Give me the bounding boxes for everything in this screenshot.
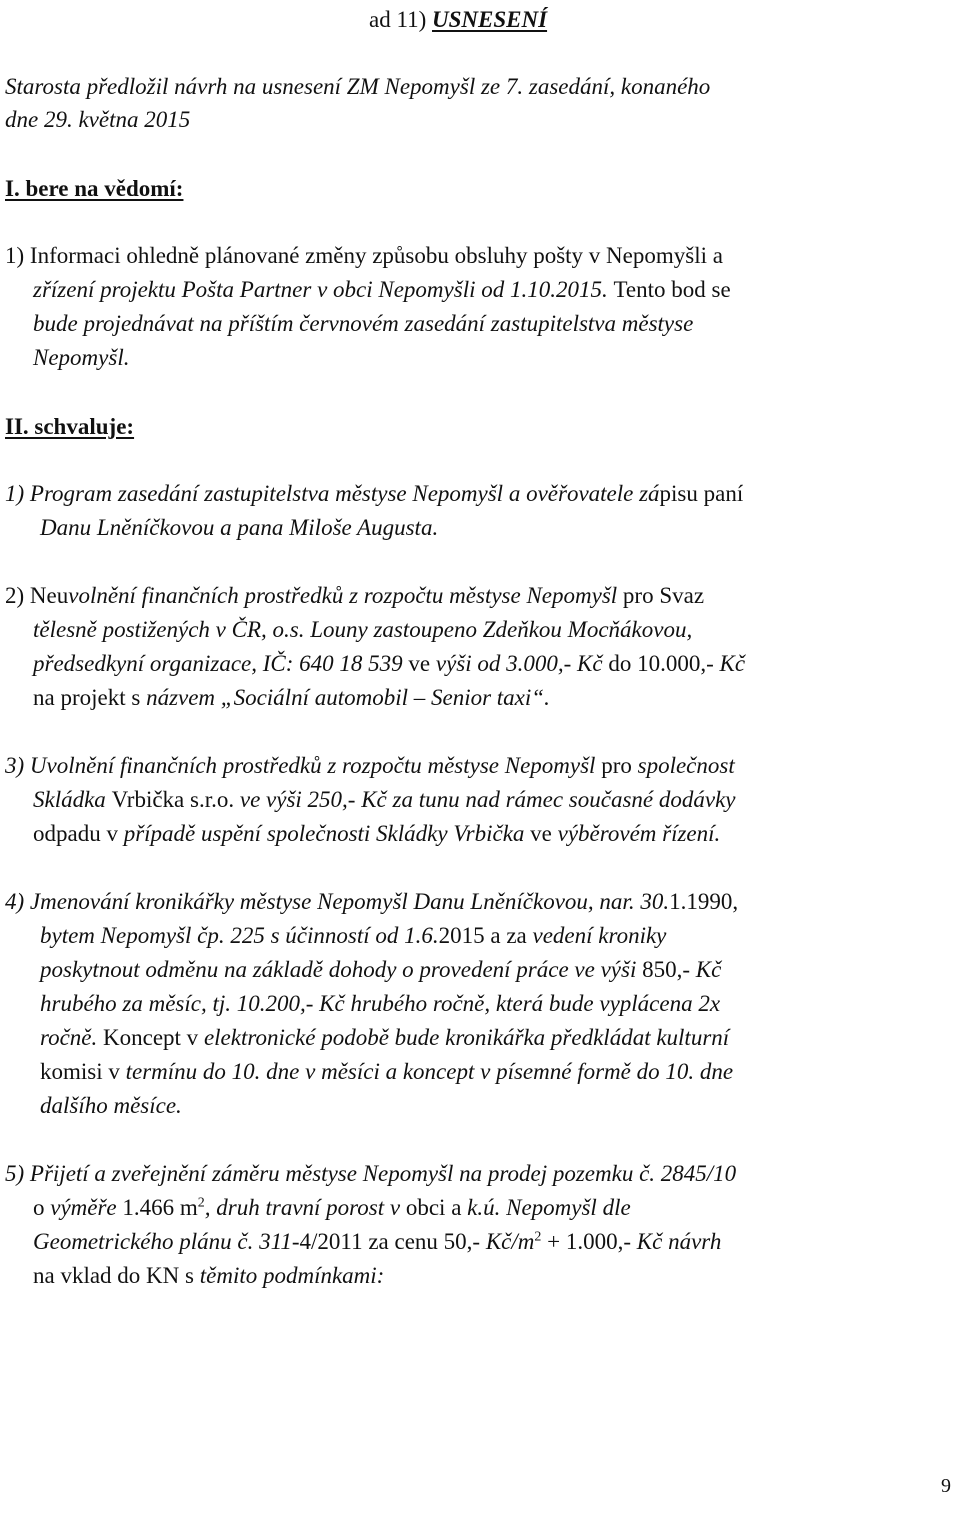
- section-2-item-4-line-5: [40, 1021, 729, 1055]
- text-segment: komisi v: [40, 1059, 126, 1084]
- text-segment: výběrovém řízení.: [557, 821, 721, 846]
- section-2-item-3-line-1: [5, 749, 735, 783]
- text-segment: Vrbička s.r.o.: [111, 787, 240, 812]
- text-segment: obci a: [405, 1195, 468, 1220]
- text-segment: společnost: [637, 753, 735, 778]
- text-segment: pro Svaz: [622, 583, 705, 608]
- section-1-item-1-line-1: 1) Informaci ohledně plánované změny způsobu obsluhy pošty v Nepomyšli a: [5, 243, 723, 268]
- intro-line-2: dne 29. května 2015: [5, 107, 191, 132]
- text-segment: zřízení projektu Pošta Partner v obci Nepomyšli od 1.10.2015.: [33, 277, 614, 302]
- text-segment: poskytnout odměnu na základě dohody o provedení práce ve výši: [40, 957, 643, 982]
- text-segment: 1.6.: [404, 923, 439, 948]
- text-segment: 1) Program zasedání zastupitelstva městyse Nepomyšl a ověřovatele zá: [5, 481, 660, 506]
- text-segment: vedení kroniky: [532, 923, 667, 948]
- text-segment: termínu do 10. dne v měsíci a koncept v písemné formě do 10. dne: [125, 1059, 734, 1084]
- section-2-item-4-line-7: dalšího měsíce.: [40, 1093, 182, 1118]
- text-segment: pro: [601, 753, 638, 778]
- heading-title: USNESENÍ: [432, 7, 548, 32]
- section-2-item-1-line-2: Danu Lněníčkovou a pana Miloše Augusta.: [40, 515, 439, 540]
- section-1-item-1-line-2: [33, 273, 731, 307]
- text-segment: elektronické podobě bude kronikářka předkládat kulturní: [203, 1025, 730, 1050]
- section-2-item-4-line-1: [5, 885, 738, 919]
- section-2-item-5-line-2: [33, 1191, 631, 1225]
- intro-line-1: Starosta předložil návrh na usnesení ZM Nepomyšl ze 7. zasedání, konaného: [5, 74, 711, 99]
- section-2-item-5-line-4: [33, 1259, 384, 1293]
- section-2-item-1-line-1: [5, 477, 743, 511]
- text-segment: 850,-: [642, 957, 696, 982]
- section-2-item-2-line-2: tělesně postižených v ČR, o.s. Louny zastoupeno Zdeňkou Mocňákovou,: [33, 617, 693, 642]
- text-segment: ve: [530, 821, 558, 846]
- text-segment: , druh travní porost v: [204, 1195, 406, 1220]
- text-segment: bytem Nepomyšl čp. 225 s účinností od: [40, 923, 405, 948]
- text-segment: výši od: [435, 651, 507, 676]
- text-segment: těmito podmínkami:: [199, 1263, 385, 1288]
- text-segment: na projekt s: [33, 685, 147, 710]
- text-segment: odpadu v: [33, 821, 124, 846]
- section-2-item-4-line-2: [40, 919, 666, 953]
- text-segment: k.ú. Nepomyšl dle: [467, 1195, 631, 1220]
- text-segment: Kč návrh: [636, 1229, 722, 1254]
- text-segment: 2) Neu: [5, 583, 69, 608]
- text-segment: 3.000,- Kč: [506, 651, 609, 676]
- heading-prefix: ad 11): [369, 7, 433, 32]
- section-2-item-4-line-3: [40, 953, 721, 987]
- page-number: 9: [941, 1475, 951, 1497]
- section-1-item-1-line-3: bude projednávat na příštím červnovém zasedání zastupitelstva městyse: [33, 311, 694, 336]
- section-2-item-4-line-4: hrubého za měsíc, tj. 10.200,- Kč hrubého ročně, která bude vyplácena 2x: [40, 991, 721, 1016]
- section-2-heading: II. schvaluje:: [5, 414, 135, 439]
- text-segment: předsedkyní organizace, IČ: 640 18 539: [33, 651, 409, 676]
- text-segment: ročně.: [40, 1025, 104, 1050]
- section-2-item-3-line-2: [33, 783, 736, 817]
- text-segment: + 1.000,-: [541, 1229, 637, 1254]
- text-segment: Koncept v: [103, 1025, 204, 1050]
- section-2-item-2-line-1: [5, 579, 704, 613]
- text-segment: volnění finančních prostředků z rozpočtu městyse Nepomyšl: [68, 583, 623, 608]
- section-2-item-2-line-4: [33, 681, 550, 715]
- text-segment: do 10.000,-: [608, 651, 720, 676]
- superscript: 2: [197, 1195, 205, 1211]
- text-segment: 4/2011 za cenu 50,-: [299, 1229, 486, 1254]
- text-segment: 4) Jmenování kronikářky městyse Nepomyšl Danu Lněníčkovou, nar. 30.: [5, 889, 670, 914]
- text-segment: Kč: [719, 651, 746, 676]
- text-segment: Tento bod se: [613, 277, 731, 302]
- text-segment: názvem „Sociální automobil – Senior taxi“.: [146, 685, 550, 710]
- section-2-item-4-line-6: [40, 1055, 733, 1089]
- text-segment: 1.1990,: [669, 889, 739, 914]
- text-segment: ve: [408, 651, 436, 676]
- text-segment: pisu paní: [659, 481, 744, 506]
- section-2-item-3-line-3: [33, 817, 720, 851]
- text-segment: případě uspění společnosti Skládky Vrbička: [123, 821, 531, 846]
- section-2-item-5-line-3: [33, 1225, 721, 1259]
- section-1-item-1-line-4: Nepomyšl.: [33, 345, 130, 370]
- text-segment: 1.466 m: [122, 1195, 198, 1220]
- text-segment: 2015 a za: [438, 923, 533, 948]
- section-1-heading: I. bere na vědomí:: [5, 176, 184, 201]
- text-segment: Skládka: [33, 787, 112, 812]
- page-heading: [369, 3, 547, 37]
- text-segment: o: [33, 1195, 51, 1220]
- text-segment: výměře: [50, 1195, 123, 1220]
- text-segment: Kč/m: [485, 1229, 535, 1254]
- text-segment: na vklad do KN s: [33, 1263, 200, 1288]
- text-segment: Kč: [695, 957, 722, 982]
- text-segment: Geometrického plánu č. 311-: [33, 1229, 300, 1254]
- section-2-item-2-line-3: [33, 647, 745, 681]
- section-2-item-5-line-1: 5) Přijetí a zveřejnění záměru městyse Nepomyšl na prodej pozemku č. 2845/10: [5, 1161, 737, 1186]
- superscript: 2: [534, 1229, 542, 1245]
- text-segment: 3) Uvolnění finančních prostředků z rozpočtu městyse Nepomyšl: [5, 753, 602, 778]
- text-segment: ve výši 250,- Kč za tunu nad rámec současné dodávky: [239, 787, 736, 812]
